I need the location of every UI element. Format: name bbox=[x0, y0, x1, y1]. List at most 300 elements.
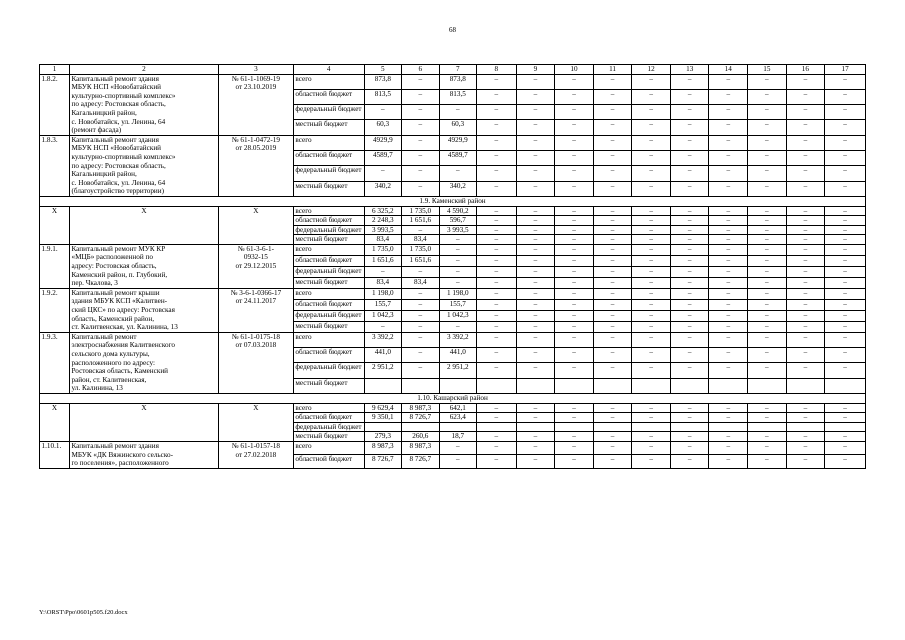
value-col-7: – bbox=[439, 235, 476, 245]
value-col-10: – bbox=[555, 266, 594, 277]
value-col-10: – bbox=[555, 181, 594, 196]
value-col-15: – bbox=[748, 441, 787, 454]
value-col-5: – bbox=[364, 105, 401, 120]
value-col-16: – bbox=[786, 277, 825, 288]
value-col-11: – bbox=[593, 135, 632, 150]
value-col-5: 9 629,4 bbox=[364, 403, 401, 413]
value-col-13: – bbox=[670, 332, 709, 347]
value-col-11: – bbox=[593, 206, 632, 216]
value-col-9: – bbox=[516, 441, 555, 454]
value-col-17: – bbox=[825, 74, 866, 89]
value-col-12: – bbox=[632, 105, 671, 120]
value-col-5: 3 392,2 bbox=[364, 332, 401, 347]
value-col-5: – bbox=[364, 266, 401, 277]
item-number: 1.8.2. bbox=[40, 74, 70, 135]
value-col-17: – bbox=[825, 413, 866, 423]
section-title: 1.9. Каменский район bbox=[40, 196, 866, 206]
value-col-8: – bbox=[477, 310, 517, 321]
value-col-6: 83,4 bbox=[402, 235, 439, 245]
value-col-14: – bbox=[709, 332, 748, 347]
value-col-16: – bbox=[786, 413, 825, 423]
value-col-17: – bbox=[825, 181, 866, 196]
value-col-10: – bbox=[555, 299, 594, 310]
value-col-14 bbox=[709, 422, 748, 432]
value-col-10: – bbox=[555, 135, 594, 150]
value-col-17: – bbox=[825, 363, 866, 378]
value-col-13: – bbox=[670, 403, 709, 413]
value-col-5: 8 726,7 bbox=[364, 455, 401, 468]
value-col-12: – bbox=[632, 310, 671, 321]
column-header: 3 bbox=[218, 65, 293, 75]
value-col-14: – bbox=[709, 441, 748, 454]
value-col-13: – bbox=[670, 225, 709, 235]
value-col-7: 340,2 bbox=[439, 181, 476, 196]
value-col-8: – bbox=[477, 363, 517, 378]
value-col-6: 1 735,0 bbox=[402, 206, 439, 216]
value-col-13: – bbox=[670, 310, 709, 321]
value-col-7: 441,0 bbox=[439, 348, 476, 363]
funding-source: местный бюджет bbox=[293, 321, 364, 332]
value-col-14: – bbox=[709, 403, 748, 413]
value-col-16: – bbox=[786, 348, 825, 363]
value-col-14: – bbox=[709, 321, 748, 332]
value-col-15: – bbox=[748, 89, 787, 104]
section-title: 1.10. Кашарский район bbox=[40, 393, 866, 403]
value-col-7: 1 198,0 bbox=[439, 288, 476, 299]
item-name: Капитальный ремонт здания МБУК «ДК Вяжинского сельско- го поселения», расположенного bbox=[69, 441, 218, 468]
value-col-13: – bbox=[670, 89, 709, 104]
funding-source: всего bbox=[293, 135, 364, 150]
value-col-9: – bbox=[516, 216, 555, 226]
value-col-16: – bbox=[786, 255, 825, 266]
value-col-14 bbox=[709, 378, 748, 393]
value-col-10: – bbox=[555, 348, 594, 363]
item-number: Х bbox=[40, 206, 70, 244]
value-col-6: 1 651,6 bbox=[402, 255, 439, 266]
value-col-8: – bbox=[477, 151, 517, 166]
column-header: 6 bbox=[402, 65, 439, 75]
value-col-11: – bbox=[593, 244, 632, 255]
value-col-16: – bbox=[786, 332, 825, 347]
funding-source: всего bbox=[293, 74, 364, 89]
value-col-5: 9 350,1 bbox=[364, 413, 401, 423]
value-col-12: – bbox=[632, 321, 671, 332]
item-document: № 3-6-1-0366-17 от 24.11.2017 bbox=[218, 288, 293, 332]
value-col-16: – bbox=[786, 89, 825, 104]
value-col-16: – bbox=[786, 151, 825, 166]
value-col-15: – bbox=[748, 299, 787, 310]
value-col-6: – bbox=[402, 120, 439, 135]
funding-source: областной бюджет bbox=[293, 255, 364, 266]
value-col-8 bbox=[477, 378, 517, 393]
value-col-12: – bbox=[632, 441, 671, 454]
value-col-10: – bbox=[555, 255, 594, 266]
value-col-5: 1 042,3 bbox=[364, 310, 401, 321]
value-col-13 bbox=[670, 422, 709, 432]
value-col-12: – bbox=[632, 288, 671, 299]
value-col-17: – bbox=[825, 403, 866, 413]
value-col-13: – bbox=[670, 348, 709, 363]
value-col-13: – bbox=[670, 120, 709, 135]
value-col-15: – bbox=[748, 181, 787, 196]
value-col-17: – bbox=[825, 135, 866, 150]
value-col-11: – bbox=[593, 348, 632, 363]
header-row bbox=[40, 65, 866, 75]
value-col-14: – bbox=[709, 216, 748, 226]
value-col-9: – bbox=[516, 166, 555, 181]
value-col-6: 8 726,7 bbox=[402, 455, 439, 468]
value-col-11: – bbox=[593, 299, 632, 310]
value-col-10: – bbox=[555, 288, 594, 299]
funding-source: областной бюджет bbox=[293, 413, 364, 423]
value-col-17: – bbox=[825, 348, 866, 363]
column-header: 15 bbox=[748, 65, 787, 75]
value-col-12: – bbox=[632, 74, 671, 89]
value-col-15: – bbox=[748, 151, 787, 166]
value-col-7 bbox=[439, 422, 476, 432]
value-col-16: – bbox=[786, 181, 825, 196]
value-col-7: – bbox=[439, 166, 476, 181]
value-col-9: – bbox=[516, 225, 555, 235]
value-col-12: – bbox=[632, 299, 671, 310]
value-col-13: – bbox=[670, 181, 709, 196]
value-col-13: – bbox=[670, 413, 709, 423]
value-col-9: – bbox=[516, 310, 555, 321]
funding-source: всего bbox=[293, 441, 364, 454]
item-document: № 61-1-0157-18 от 27.02.2018 bbox=[218, 441, 293, 468]
value-col-15: – bbox=[748, 166, 787, 181]
value-col-7: – bbox=[439, 455, 476, 468]
value-col-11: – bbox=[593, 225, 632, 235]
value-col-16 bbox=[786, 378, 825, 393]
value-col-15 bbox=[748, 378, 787, 393]
item-document: № 61-1-0175-18 от 07.03.2018 bbox=[218, 332, 293, 393]
value-col-13: – bbox=[670, 166, 709, 181]
column-header: 14 bbox=[709, 65, 748, 75]
value-col-14: – bbox=[709, 151, 748, 166]
value-col-13: – bbox=[670, 216, 709, 226]
funding-source: местный бюджет bbox=[293, 120, 364, 135]
value-col-9: – bbox=[516, 348, 555, 363]
value-col-6: 1 735,0 bbox=[402, 244, 439, 255]
value-col-10: – bbox=[555, 310, 594, 321]
funding-source: местный бюджет bbox=[293, 432, 364, 442]
value-col-13: – bbox=[670, 74, 709, 89]
value-col-9: – bbox=[516, 206, 555, 216]
value-col-11: – bbox=[593, 277, 632, 288]
value-col-7: – bbox=[439, 277, 476, 288]
value-col-17: – bbox=[825, 166, 866, 181]
column-header: 1 bbox=[40, 65, 70, 75]
value-col-9: – bbox=[516, 321, 555, 332]
value-col-12: – bbox=[632, 120, 671, 135]
value-col-13: – bbox=[670, 363, 709, 378]
value-col-12: – bbox=[632, 413, 671, 423]
value-col-11: – bbox=[593, 105, 632, 120]
value-col-14: – bbox=[709, 74, 748, 89]
value-col-14: – bbox=[709, 105, 748, 120]
value-col-14: – bbox=[709, 413, 748, 423]
value-col-10: – bbox=[555, 321, 594, 332]
value-col-10 bbox=[555, 422, 594, 432]
column-header: 8 bbox=[477, 65, 517, 75]
value-col-7: – bbox=[439, 255, 476, 266]
funding-source: местный бюджет bbox=[293, 277, 364, 288]
funding-source: всего bbox=[293, 288, 364, 299]
funding-source: всего bbox=[293, 206, 364, 216]
value-col-7: 4589,7 bbox=[439, 151, 476, 166]
value-col-12: – bbox=[632, 225, 671, 235]
value-col-17: – bbox=[825, 255, 866, 266]
value-col-11: – bbox=[593, 181, 632, 196]
value-col-14: – bbox=[709, 225, 748, 235]
value-col-17: – bbox=[825, 151, 866, 166]
item-name: Капитальный ремонт электроснабжения Калитвенского сельского дома культуры, расположенного по адресу: Ростовская область, Каменский район, ст. Калитвенская, ул. Калинина, 13 bbox=[69, 332, 218, 393]
value-col-11: – bbox=[593, 321, 632, 332]
value-col-6: – bbox=[402, 89, 439, 104]
value-col-8: – bbox=[477, 74, 517, 89]
item-number: 1.8.3. bbox=[40, 135, 70, 196]
value-col-16 bbox=[786, 422, 825, 432]
value-col-6: – bbox=[402, 74, 439, 89]
value-col-14: – bbox=[709, 455, 748, 468]
value-col-14: – bbox=[709, 288, 748, 299]
value-col-8: – bbox=[477, 206, 517, 216]
value-col-11: – bbox=[593, 74, 632, 89]
value-col-8: – bbox=[477, 225, 517, 235]
value-col-5: 1 735,0 bbox=[364, 244, 401, 255]
value-col-17: – bbox=[825, 266, 866, 277]
funding-source: областной бюджет bbox=[293, 151, 364, 166]
value-col-12: – bbox=[632, 432, 671, 442]
value-col-16: – bbox=[786, 166, 825, 181]
column-header: 17 bbox=[825, 65, 866, 75]
value-col-6: – bbox=[402, 135, 439, 150]
value-col-13: – bbox=[670, 288, 709, 299]
value-col-16: – bbox=[786, 225, 825, 235]
value-col-8: – bbox=[477, 321, 517, 332]
value-col-11: – bbox=[593, 120, 632, 135]
value-col-7: – bbox=[439, 321, 476, 332]
funding-source: местный бюджет bbox=[293, 378, 364, 393]
value-col-17: – bbox=[825, 432, 866, 442]
value-col-10: – bbox=[555, 441, 594, 454]
value-col-13: – bbox=[670, 135, 709, 150]
funding-source: федеральный бюджет bbox=[293, 105, 364, 120]
value-col-8: – bbox=[477, 255, 517, 266]
value-col-15: – bbox=[748, 74, 787, 89]
value-col-11: – bbox=[593, 441, 632, 454]
value-col-7: 873,8 bbox=[439, 74, 476, 89]
value-col-15: – bbox=[748, 206, 787, 216]
funding-source: федеральный бюджет bbox=[293, 422, 364, 432]
value-col-9: – bbox=[516, 181, 555, 196]
value-col-7: 1 042,3 bbox=[439, 310, 476, 321]
value-col-9: – bbox=[516, 74, 555, 89]
column-header: 11 bbox=[593, 65, 632, 75]
value-col-14: – bbox=[709, 166, 748, 181]
value-col-16: – bbox=[786, 441, 825, 454]
value-col-16: – bbox=[786, 266, 825, 277]
value-col-14: – bbox=[709, 120, 748, 135]
value-col-17: – bbox=[825, 321, 866, 332]
column-header: 10 bbox=[555, 65, 594, 75]
value-col-5: 1 651,6 bbox=[364, 255, 401, 266]
value-col-10 bbox=[555, 378, 594, 393]
value-col-14: – bbox=[709, 181, 748, 196]
value-col-7: – bbox=[439, 266, 476, 277]
value-col-14: – bbox=[709, 89, 748, 104]
value-col-16: – bbox=[786, 206, 825, 216]
funding-source: федеральный бюджет bbox=[293, 363, 364, 378]
value-col-10: – bbox=[555, 244, 594, 255]
value-col-11: – bbox=[593, 89, 632, 104]
value-col-10: – bbox=[555, 403, 594, 413]
value-col-7: 4929,9 bbox=[439, 135, 476, 150]
value-col-15: – bbox=[748, 403, 787, 413]
value-col-12: – bbox=[632, 332, 671, 347]
table-body bbox=[40, 65, 866, 469]
value-col-6: 8 987,3 bbox=[402, 441, 439, 454]
value-col-11: – bbox=[593, 255, 632, 266]
item-number: Х bbox=[40, 403, 70, 441]
value-col-15: – bbox=[748, 348, 787, 363]
value-col-15: – bbox=[748, 225, 787, 235]
value-col-9: – bbox=[516, 120, 555, 135]
value-col-11: – bbox=[593, 310, 632, 321]
value-col-8: – bbox=[477, 277, 517, 288]
value-col-14: – bbox=[709, 206, 748, 216]
value-col-16: – bbox=[786, 455, 825, 468]
value-col-12: – bbox=[632, 216, 671, 226]
value-col-10: – bbox=[555, 105, 594, 120]
value-col-15: – bbox=[748, 135, 787, 150]
funding-source: всего bbox=[293, 332, 364, 347]
column-header: 9 bbox=[516, 65, 555, 75]
table-row bbox=[40, 288, 866, 299]
value-col-9: – bbox=[516, 455, 555, 468]
value-col-12: – bbox=[632, 255, 671, 266]
value-col-9: – bbox=[516, 255, 555, 266]
value-col-8: – bbox=[477, 413, 517, 423]
value-col-15: – bbox=[748, 321, 787, 332]
value-col-13: – bbox=[670, 432, 709, 442]
value-col-17: – bbox=[825, 299, 866, 310]
value-col-5: 4589,7 bbox=[364, 151, 401, 166]
value-col-15: – bbox=[748, 455, 787, 468]
value-col-16: – bbox=[786, 321, 825, 332]
value-col-6: – bbox=[402, 266, 439, 277]
value-col-15: – bbox=[748, 288, 787, 299]
value-col-5: 3 993,5 bbox=[364, 225, 401, 235]
value-col-10: – bbox=[555, 277, 594, 288]
value-col-15: – bbox=[748, 255, 787, 266]
value-col-13: – bbox=[670, 235, 709, 245]
value-col-14: – bbox=[709, 432, 748, 442]
value-col-14: – bbox=[709, 255, 748, 266]
item-name: Х bbox=[69, 206, 218, 244]
item-document: № 61-1-0472-19 от 28.05.2019 bbox=[218, 135, 293, 196]
value-col-14: – bbox=[709, 235, 748, 245]
value-col-13: – bbox=[670, 255, 709, 266]
funding-source: федеральный бюджет bbox=[293, 310, 364, 321]
value-col-11: – bbox=[593, 266, 632, 277]
value-col-11 bbox=[593, 422, 632, 432]
funding-source: всего bbox=[293, 244, 364, 255]
value-col-17: – bbox=[825, 455, 866, 468]
value-col-8: – bbox=[477, 216, 517, 226]
value-col-7 bbox=[439, 378, 476, 393]
value-col-16: – bbox=[786, 244, 825, 255]
table-row bbox=[40, 403, 866, 413]
value-col-10: – bbox=[555, 89, 594, 104]
value-col-6: 8 726,7 bbox=[402, 413, 439, 423]
value-col-6: – bbox=[402, 321, 439, 332]
value-col-15: – bbox=[748, 244, 787, 255]
value-col-5: 2 951,2 bbox=[364, 363, 401, 378]
value-col-11: – bbox=[593, 235, 632, 245]
value-col-15: – bbox=[748, 235, 787, 245]
value-col-12: – bbox=[632, 277, 671, 288]
column-header: 7 bbox=[439, 65, 476, 75]
value-col-6 bbox=[402, 378, 439, 393]
value-col-17: – bbox=[825, 441, 866, 454]
value-col-16: – bbox=[786, 235, 825, 245]
value-col-6: – bbox=[402, 299, 439, 310]
value-col-7: 155,7 bbox=[439, 299, 476, 310]
value-col-12: – bbox=[632, 348, 671, 363]
value-col-5: – bbox=[364, 166, 401, 181]
value-col-11: – bbox=[593, 166, 632, 181]
funding-source: областной бюджет bbox=[293, 348, 364, 363]
value-col-7: 4 590,2 bbox=[439, 206, 476, 216]
value-col-13: – bbox=[670, 105, 709, 120]
value-col-17 bbox=[825, 378, 866, 393]
value-col-12: – bbox=[632, 206, 671, 216]
value-col-13 bbox=[670, 378, 709, 393]
value-col-11 bbox=[593, 378, 632, 393]
value-col-6: – bbox=[402, 166, 439, 181]
value-col-16: – bbox=[786, 105, 825, 120]
value-col-13: – bbox=[670, 206, 709, 216]
value-col-14: – bbox=[709, 266, 748, 277]
value-col-11: – bbox=[593, 332, 632, 347]
table-row bbox=[40, 206, 866, 216]
value-col-7: 596,7 bbox=[439, 216, 476, 226]
value-col-10: – bbox=[555, 151, 594, 166]
value-col-5: – bbox=[364, 321, 401, 332]
value-col-10: – bbox=[555, 216, 594, 226]
value-col-9: – bbox=[516, 277, 555, 288]
value-col-9: – bbox=[516, 105, 555, 120]
value-col-15: – bbox=[748, 413, 787, 423]
value-col-8: – bbox=[477, 266, 517, 277]
value-col-9: – bbox=[516, 403, 555, 413]
value-col-5: 8 987,3 bbox=[364, 441, 401, 454]
value-col-10: – bbox=[555, 413, 594, 423]
value-col-5: 4929,9 bbox=[364, 135, 401, 150]
value-col-10: – bbox=[555, 166, 594, 181]
value-col-8: – bbox=[477, 235, 517, 245]
value-col-9: – bbox=[516, 332, 555, 347]
value-col-6: – bbox=[402, 348, 439, 363]
value-col-5: 813,5 bbox=[364, 89, 401, 104]
item-number: 1.9.2. bbox=[40, 288, 70, 332]
column-header: 16 bbox=[786, 65, 825, 75]
column-header: 4 bbox=[293, 65, 364, 75]
value-col-15: – bbox=[748, 120, 787, 135]
item-number: 1.9.3. bbox=[40, 332, 70, 393]
